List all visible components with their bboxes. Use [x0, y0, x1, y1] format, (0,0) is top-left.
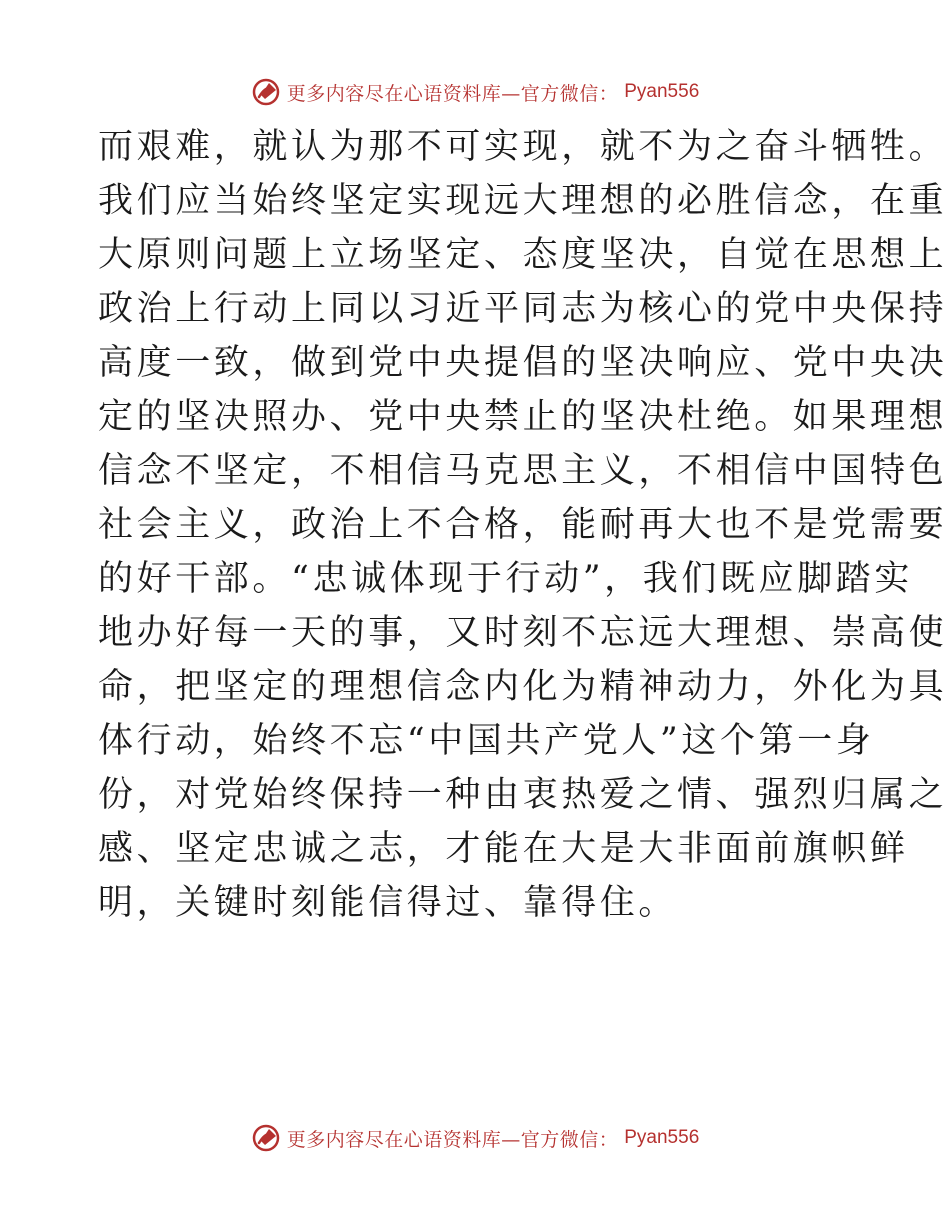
wechat-id: Pyan556	[624, 81, 700, 102]
wechat-id: Pyan556	[624, 1127, 700, 1148]
text-line: 政治上行动上同以习近平同志为核心的党中央保持	[98, 289, 948, 329]
text-line: 高度一致，做到党中央提倡的坚决响应、党中央决	[98, 343, 948, 383]
document-body	[98, 120, 948, 930]
text-line: 我们应当始终坚定实现远大理想的必胜信念，在重	[98, 181, 948, 221]
header-banner	[0, 72, 950, 112]
text-line: 定的坚决照办、党中央禁止的坚决杜绝。如果理想	[98, 397, 948, 437]
text-line: 份，对党始终保持一种由衷热爱之情、强烈归属之	[98, 775, 948, 815]
text-line: 的好干部。“忠诚体现于行动”，我们既应脚踏实	[98, 559, 913, 599]
brand-logo-icon	[251, 77, 281, 107]
text-line: 命，把坚定的理想信念内化为精神动力，外化为具	[98, 667, 948, 707]
text-line: 体行动，始终不忘“中国共产党人”这个第一身	[98, 721, 875, 761]
banner-text: 更多内容尽在心语资料库—官方微信：	[286, 82, 619, 105]
text-line: 明，关键时刻能信得过、靠得住。	[98, 883, 678, 923]
text-line: 而艰难，就认为那不可实现，就不为之奋斗牺牲。	[98, 127, 948, 167]
text-line: 地办好每一天的事，又时刻不忘远大理想、崇高使	[98, 613, 948, 653]
text-line: 社会主义，政治上不合格，能耐再大也不是党需要	[98, 505, 948, 545]
brand-logo-icon	[251, 1123, 281, 1153]
banner-text: 更多内容尽在心语资料库—官方微信：	[286, 1128, 619, 1151]
text-line: 大原则问题上立场坚定、态度坚决，自觉在思想上	[98, 235, 948, 275]
text-line: 信念不坚定，不相信马克思主义，不相信中国特色	[98, 451, 948, 491]
text-line: 感、坚定忠诚之志，才能在大是大非面前旗帜鲜	[98, 829, 909, 869]
footer-banner	[0, 1118, 950, 1158]
